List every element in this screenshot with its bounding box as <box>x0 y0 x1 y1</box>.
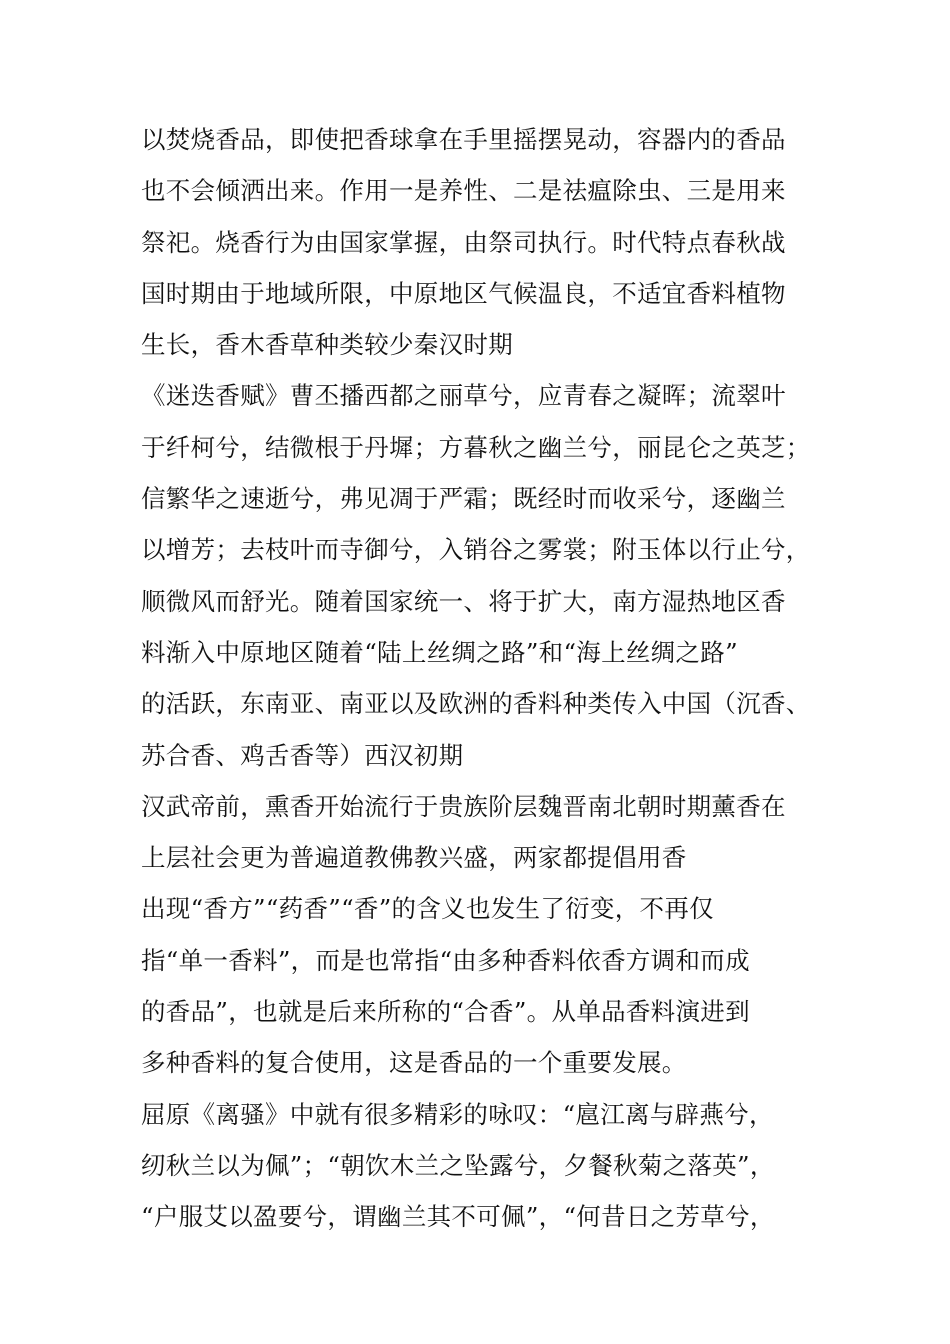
text-line: 以增芳；去枝叶而寺御兮，入销谷之雾裳；附玉体以行止兮， <box>141 535 811 565</box>
text-line: “户服艾以盈要兮，谓幽兰其不可佩”，“何昔日之芳草兮， <box>141 1202 775 1232</box>
text-line: 《迷迭香赋》曹丕播西都之丽草兮，应青春之凝晖；流翠叶 <box>141 381 786 411</box>
text-line: 苏合香、鸡舌香等）西汉初期 <box>141 740 464 770</box>
text-line: 汉武帝前，熏香开始流行于贵族阶层魏晋南北朝时期薰香在 <box>141 791 786 821</box>
text-line: 也不会倾洒出来。作用一是养性、二是祛瘟除虫、三是用来 <box>141 176 786 206</box>
body-text <box>141 114 821 1243</box>
text-line: 的香品”，也就是后来所称的“合香”。从单品香料演进到 <box>141 997 750 1027</box>
text-line: 国时期由于地域所限，中原地区气候温良，不适宜香料植物 <box>141 278 786 308</box>
text-line: 顺微风而舒光。随着国家统一、将于扩大，南方湿热地区香 <box>141 586 786 616</box>
text-line: 多种香料的复合使用，这是香品的一个重要发展。 <box>141 1048 687 1078</box>
text-line: 上层社会更为普遍道教佛教兴盛，两家都提倡用香 <box>141 843 687 873</box>
text-line: 屈原《离骚》中就有很多精彩的咏叹：“扈江离与辟燕兮， <box>141 1099 774 1129</box>
text-line: 信繁华之速逝兮，弗见凋于严霜；既经时而收采兮，逐幽兰 <box>141 484 786 514</box>
text-line: 的活跃，东南亚、南亚以及欧洲的香料种类传入中国（沉香、 <box>141 689 811 719</box>
text-line: 以焚烧香品，即使把香球拿在手里摇摆晃动，容器内的香品 <box>141 125 786 154</box>
text-line: 纫秋兰以为佩”；“朝饮木兰之坠露兮，夕餐秋菊之落英”， <box>141 1150 775 1180</box>
text-line: 祭祀。烧香行为由国家掌握，由祭司执行。时代特点春秋战 <box>141 227 786 257</box>
text-line: 生长，香木香草种类较少秦汉时期 <box>141 330 513 360</box>
text-line: 指“单一香料”，而是也常指“由多种香料依香方调和而成 <box>141 945 750 975</box>
text-line: 出现“香方”“药香”“香”的含义也发生了衍变，不再仅 <box>141 894 714 924</box>
text-line: 料渐入中原地区随着“陆上丝绸之路”和“海上丝绸之路” <box>141 637 738 667</box>
text-line: 于纤柯兮，结微根于丹墀；方暮秋之幽兰兮，丽昆仑之英芝； <box>141 432 811 462</box>
